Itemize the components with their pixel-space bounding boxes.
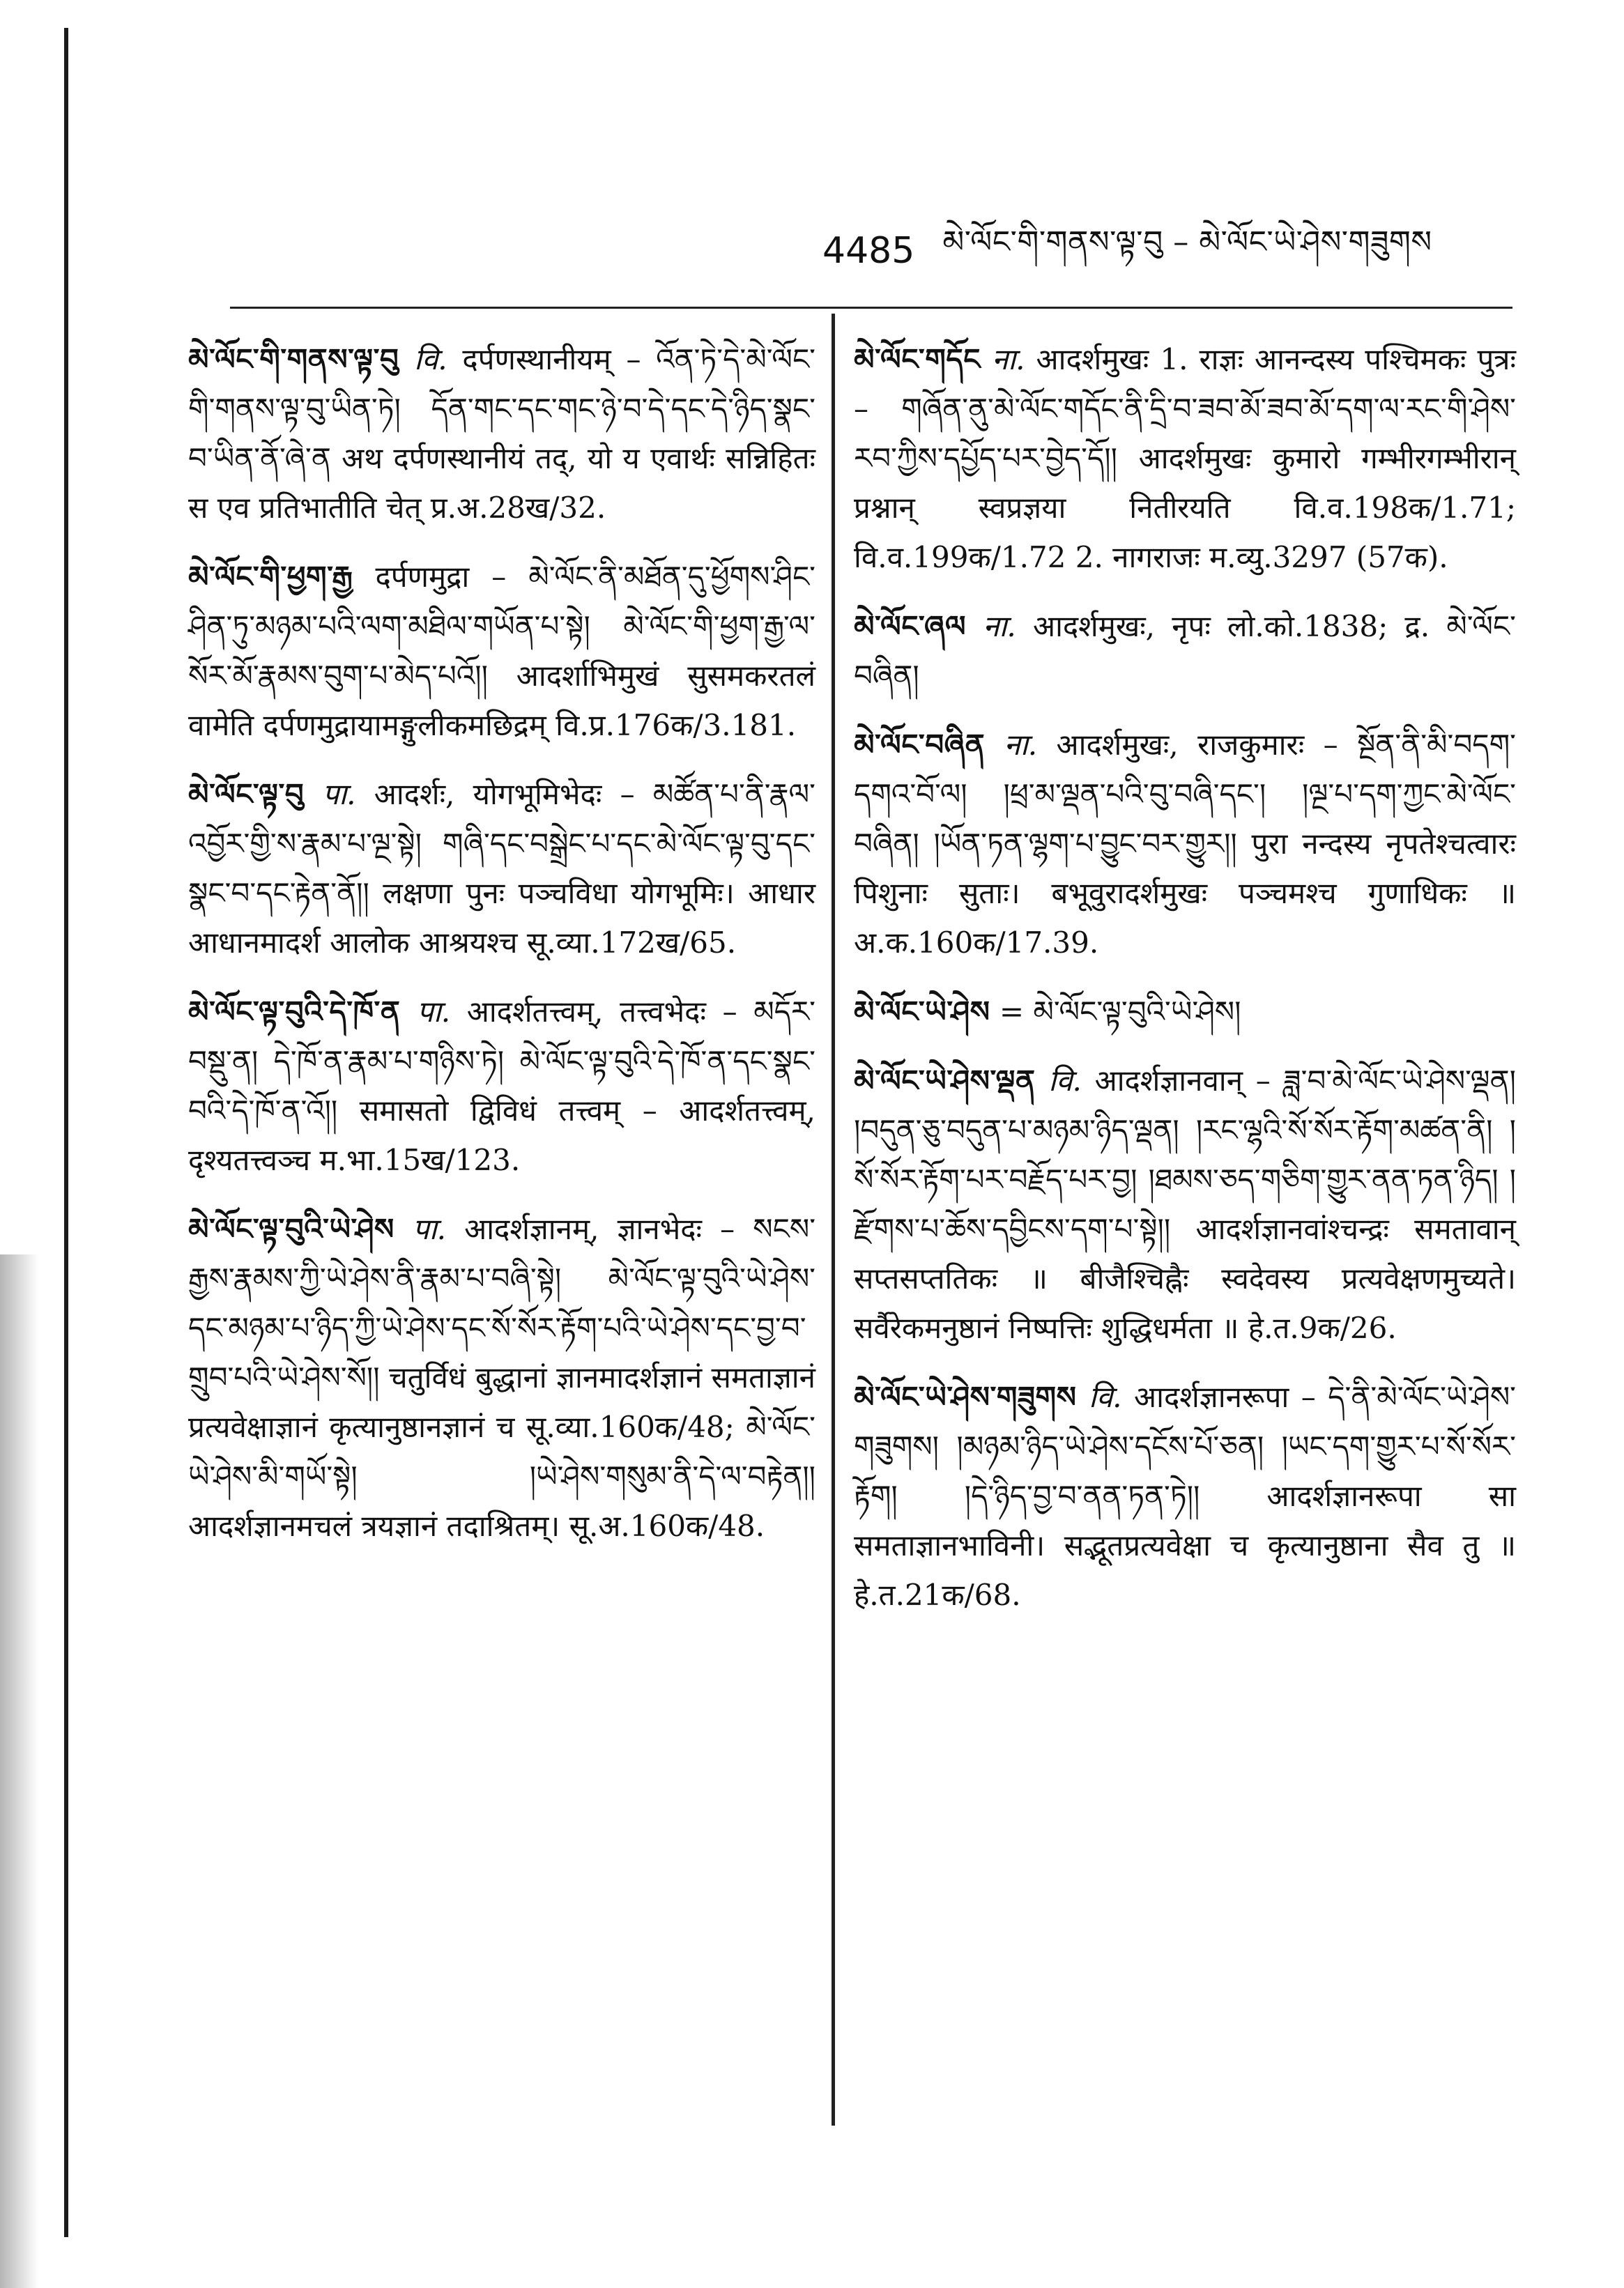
entry-pos: वि. (1048, 1064, 1082, 1098)
entry-pos: पा. (322, 777, 356, 811)
entry-text: दर्पणस्थानीयम् – འོན་ཏེ་དེ་མེ་ལོང་གི་གནས་ལྟ་བུ་ཡིན་ཏེ། དོན་གང་དང་གང་ཉེ་བ་དེ་དང་དེ་ཉིད་སྣང་བ་ཡིན་ནོ་ཞེ་ན अथ दर्पणस्थानीयं तद्, यो य एवार्थः सन्निहितः स एव प्रतिभातीति चेत् प्र.अ.28ख/32. (188, 342, 816, 525)
entry-pos: ना. (983, 609, 1016, 643)
entry-text: आदर्शज्ञानवान् – ཟླ་བ་མེ་ལོང་ཡེ་ཤེས་ལྡན། །བདུན་ཅུ་བདུན་པ་མཉམ་ཉིད་ལྡན། །རང་ལྷའི་སོ་སོར་རྟོག་མཚན་ནི། །སོ་སོར་རྟོག་པར་བརྗོད་པར་བྱ། །ཐམས་ཅད་གཅིག་གྱུར་ནན་ཏན་ཉིད། །རྫོགས་པ་ཆོས་དབྱིངས་དག་པ་སྟེ།། आदर्शज्ञानवांश्चन्द्रः समतावान् सप्तसप्ततिकः ॥ बीजैश्चिह्नैः स्वदेवस्य प्रत्यवेक्षणमुच्यते। सर्वैरेकमनुष्ठानं निष्पत्तिः शुद्धिधर्मता ॥ हे.त.9क/26. (854, 1064, 1516, 1345)
dictionary-entry (188, 335, 815, 532)
spine-shadow (0, 1254, 38, 2288)
entry-headword: མེ་ལོང་ལྟ་བུའི་ཡེ་ཤེས (188, 1212, 394, 1246)
entry-text: दर्पणमुद्रा – མེ་ལོང་ནི་མཐོན་དུ་ཕྱོགས་ཤིང་ཤིན་ཏུ་མཉམ་པའི་ལག་མཐིལ་གཡོན་པ་སྟེ། མེ་ལོང་གི་ཕྱག་རྒྱ་ལ་སོར་མོ་རྣམས་བུག་པ་མེད་པའོ།། आदर्शाभिमुखं सुसमकरतलं वामेति दर्पणमुद्रायामङ्गुलीकमछिद्रम् वि.प्र.176क/3.181. (188, 560, 815, 742)
entry-text: = མེ་ལོང་ལྟ་བུའི་ཡེ་ཤེས། (999, 995, 1241, 1029)
entry-pos: पा. (417, 995, 451, 1029)
entry-pos: ना. (991, 342, 1025, 376)
entry-headword: མེ་ལོང་ཞལ (854, 609, 967, 643)
right-column (854, 335, 1516, 1639)
entry-headword: མེ་ལོང་གི་ཕྱག་རྒྱ (188, 560, 353, 594)
headword-range: མེ་ལོང་གི་གནས་ལྟ་བུ – མེ་ལོང་ཡེ་ཤེས་གཟུགས (942, 224, 1432, 260)
binding-line (64, 28, 68, 2237)
dictionary-entry (854, 720, 1516, 967)
entry-headword: མེ་ལོང་ལྟ་བུ (188, 777, 305, 811)
entry-text: आदर्शः, योगभूमिभेदः – མཚོན་པ་ནི་རྣལ་འབྱོར་གྱི་ས་རྣམ་པ་ལྔ་སྟེ། གཞི་དང་བསྒྲེང་པ་དང་མེ་ལོང་ལྟ་བུ་དང་སྣང་བ་དང་རྟེན་ནོ།། लक्षणा पुनः पञ्चविधा योगभूमिः। आधार आधानमादर्श आलोक आश्रयश्च सू.व्या.172ख/65. (188, 777, 815, 960)
dictionary-entry (188, 552, 815, 750)
entry-pos: वि. (414, 342, 447, 376)
column-divider (832, 314, 835, 2126)
entry-text: आदर्शमुखः 1. राज्ञः आनन्दस्य पश्चिमकः पुत्रः – གཞོན་ནུ་མེ་ལོང་གདོང་ནི་དྲི་བ་ཟབ་མོ་ཟབ་མོ་དག་ལ་རང་གི་ཤེས་རབ་ཀྱིས་དཔྱོད་པར་བྱེད་དོ།། आदर्शमुखः कुमारो गम्भीरगम्भीरान् प्रश्नान् स्वप्रज्ञया नितीरयति वि.व.198क/1.71; वि.व.199क/1.72 2. नागराजः म.व्यु.3297 (57क). (854, 342, 1516, 574)
entry-text: आदर्शमुखः, नृपः लो.को.1838; द्र. མེ་ལོང་བཞིན། (854, 609, 1516, 693)
dictionary-entry (854, 601, 1516, 700)
entry-headword: མེ་ལོང་གི་གནས་ལྟ་བུ (188, 342, 399, 376)
entry-text: आदर्शज्ञानम्, ज्ञानभेदः – སངས་རྒྱས་རྣམས་ཀྱི་ཡེ་ཤེས་ནི་རྣམ་པ་བཞི་སྟེ། མེ་ལོང་ལྟ་བུའི་ཡེ་ཤེས་དང་མཉམ་པ་ཉིད་ཀྱི་ཡེ་ཤེས་དང་སོ་སོར་རྟོག་པའི་ཡེ་ཤེས་དང་བྱ་བ་གྲུབ་པའི་ཡེ་ཤེས་སོ།། चतुर्विधं बुद्धानां ज्ञानमादर्शज्ञानं समताज्ञानं प्रत्यवेक्षाज्ञानं कृत्यानुष्ठानज्ञानं च सू.व्या.160क/48; མེ་ལོང་ཡེ་ཤེས་མི་གཡོ་སྟེ། །ཡེ་ཤེས་གསུམ་ནི་དེ་ལ་བརྟེན།། आदर्शज्ञानमचलं त्रयज्ञानं तदाश्रितम्। सू.अ.160क/48. (188, 1212, 816, 1543)
dictionary-entry (854, 1056, 1516, 1353)
entry-text: आदर्शज्ञानरूपा – དེ་ནི་མེ་ལོང་ཡེ་ཤེས་གཟུགས། །མཉམ་ཉིད་ཡེ་ཤེས་དངོས་པོ་ཅན། །ཡང་དག་གྱུར་པ་སོ་སོར་རྟོག། །དེ་ཉིད་བྱ་བ་ནན་ཏན་ཏེ།། आदर्शज्ञानरूपा सा समताज्ञानभाविनी। सद्भूतप्रत्यवेक्षा च कृत्यानुष्ठाना सैव तु ॥ हे.त.21क/68. (854, 1380, 1516, 1612)
left-column (188, 335, 815, 1570)
entry-headword: མེ་ལོང་བཞིན (854, 728, 986, 762)
entry-text: आदर्शमुखः, राजकुमारः – སྔོན་ནི་མི་བདག་དགའ་བོ་ལ། །ཕྲ་མ་ལྡན་པའི་བུ་བཞི་དང་། །ལྔ་པ་དག་ཀྱང་མེ་ལོང་བཞིན། །ཡོན་ཏན་ལྷག་པ་བྱུང་བར་གྱུར།། पुरा नन्दस्य नृपतेश्चत्वारः पिशुनाः सुताः। बभूवुरादर्शमुखः पञ्चमश्च गुणाधिकः ॥ अ.क.160क/17.39. (854, 728, 1516, 960)
entry-headword: མེ་ལོང་གདོང (854, 342, 981, 376)
entry-headword: མེ་ལོང་ལྟ་བུའི་དེ་ཁོ་ན (188, 995, 401, 1029)
dictionary-entry (188, 769, 815, 967)
entry-pos: वि. (1088, 1380, 1122, 1414)
entry-headword: མེ་ལོང་ཡེ་ཤེས (854, 995, 990, 1029)
header-rule (230, 307, 1512, 309)
entry-headword: མེ་ལོང་ཡེ་ཤེས་ལྡན (854, 1064, 1036, 1098)
dictionary-entry (188, 987, 815, 1185)
dictionary-entry (854, 1372, 1516, 1620)
entry-pos: ना. (1004, 728, 1038, 762)
entry-text: आदर्शतत्त्वम्, तत्त्वभेदः – མདོར་བསྡུ་ན། དེ་ཁོ་ན་རྣམ་པ་གཉིས་ཏེ། མེ་ལོང་ལྟ་བུའི་དེ་ཁོ་ན་དང་སྣང་བའི་དེ་ཁོ་ན་འོ།། समासतो द्विविधं तत्त्वम् – आदर्शतत्त्वम्, दृश्यतत्त्वञ्च म.भा.15ख/123. (188, 995, 815, 1177)
page-header (822, 223, 1519, 279)
page-number: 4485 (822, 230, 915, 272)
entry-headword: མེ་ལོང་ཡེ་ཤེས་གཟུགས (854, 1380, 1077, 1414)
dictionary-entry (188, 1204, 815, 1551)
dictionary-entry (854, 335, 1516, 582)
dictionary-entry (854, 987, 1516, 1036)
entry-pos: पा. (412, 1212, 446, 1246)
